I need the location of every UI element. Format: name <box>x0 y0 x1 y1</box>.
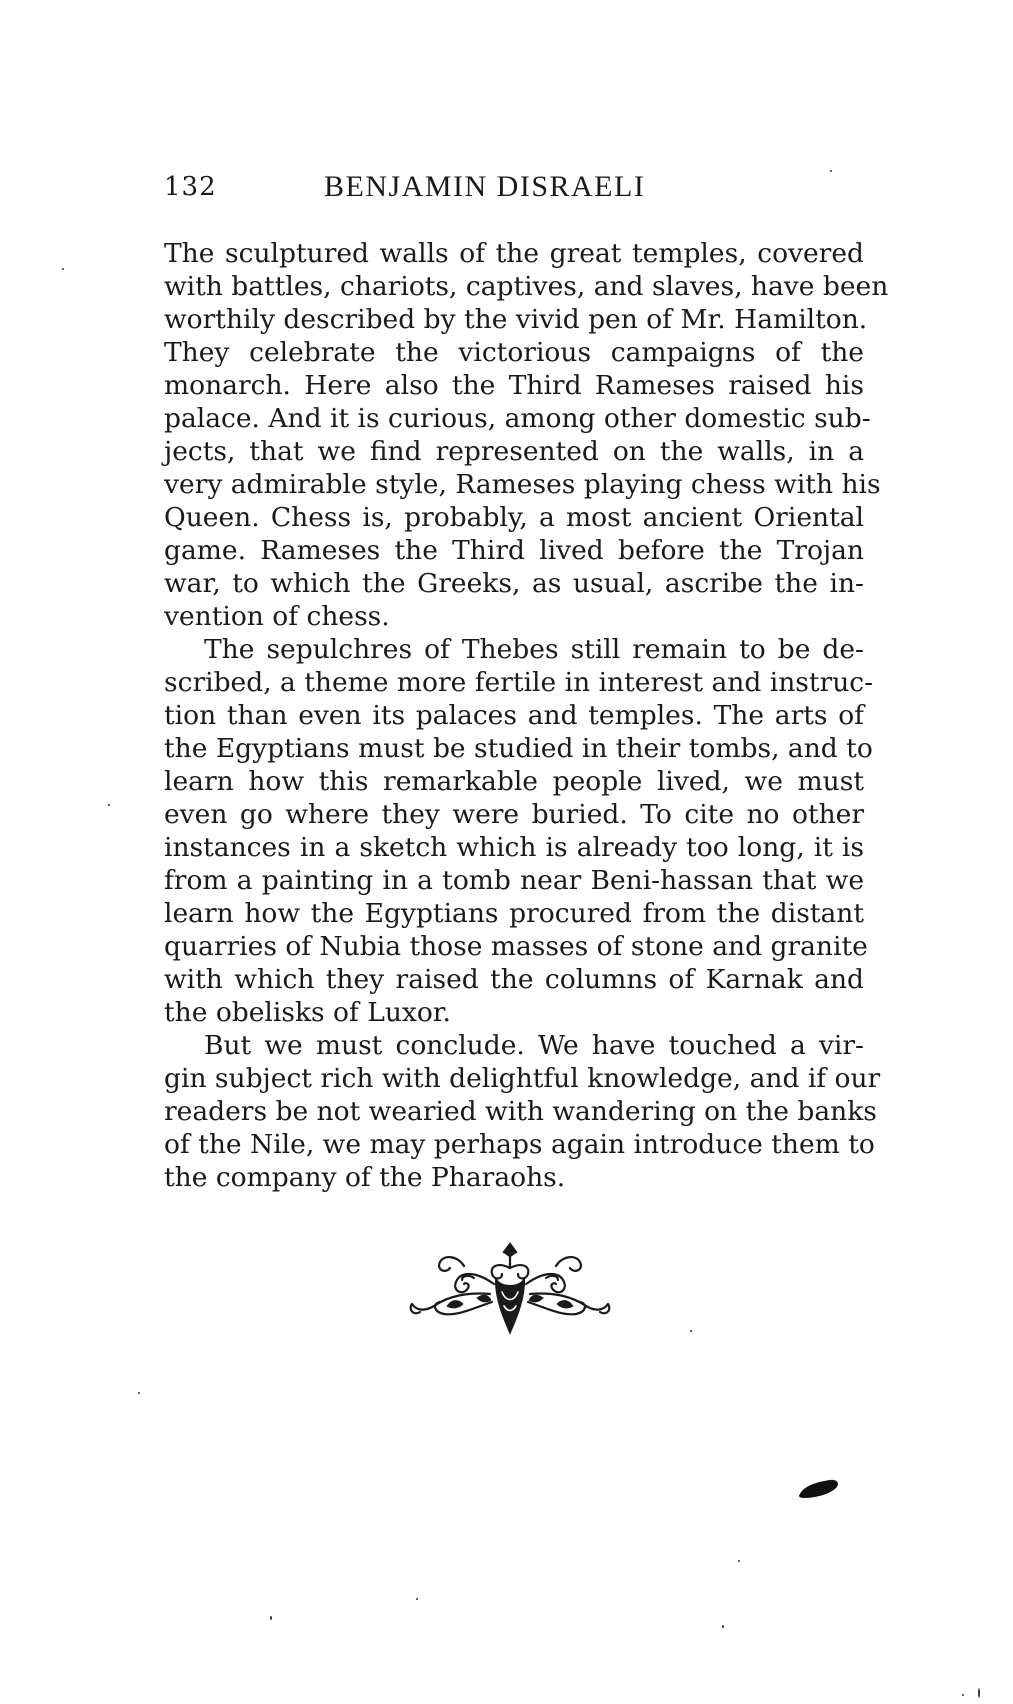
scan-speck <box>138 1392 140 1394</box>
text-line: game. Rameses the Third lived before the Trojan <box>164 535 864 566</box>
page-number: 132 <box>164 172 217 202</box>
text-line: from a painting in a tomb near Beni-hassan that we <box>164 865 864 896</box>
text-line: gin subject rich with delightful knowledge, and if our <box>164 1063 881 1094</box>
text-line: tion than even its palaces and temples. The arts of <box>164 700 864 731</box>
text-line: the obelisks of Luxor. <box>164 997 451 1028</box>
floral-tailpiece-icon <box>404 1240 616 1340</box>
text-line: readers be not wearied with wandering on the banks <box>164 1096 877 1127</box>
text-line: Queen. Chess is, probably, a most ancient Oriental <box>164 502 864 533</box>
text-line: The sepulchres of Thebes still remain to be de- <box>204 634 864 665</box>
text-line: The sculptured walls of the great temples, covered <box>164 238 864 269</box>
text-line: the company of the Pharaohs. <box>164 1162 566 1193</box>
scan-speck <box>722 1625 724 1628</box>
running-title: BENJAMIN DISRAELI <box>324 170 646 203</box>
scan-speck <box>830 170 832 172</box>
scan-speck <box>62 268 64 270</box>
text-line: quarries of Nubia those masses of stone and granite <box>164 931 868 962</box>
text-line: instances in a sketch which is already too long, it is <box>164 832 864 863</box>
text-line: even go where they were buried. To cite no other <box>164 799 864 830</box>
text-line: with battles, chariots, captives, and slaves, have been <box>164 271 889 302</box>
scan-speck <box>416 1598 418 1600</box>
text-line: very admirable style, Rameses playing chess with his <box>164 469 881 500</box>
scan-speck <box>108 804 110 806</box>
text-line: vention of chess. <box>164 601 390 632</box>
ink-blot-icon <box>796 1478 842 1500</box>
text-line: the Egyptians must be studied in their tombs, and to <box>164 733 873 764</box>
scan-speck <box>962 1694 964 1696</box>
text-line: learn how the Egyptians procured from the distant <box>164 898 864 929</box>
text-line: of the Nile, we may perhaps again introduce them to <box>164 1129 875 1160</box>
text-line: war, to which the Greeks, as usual, ascribe the in- <box>164 568 864 599</box>
text-line: jects, that we find represented on the walls, in a <box>164 436 864 467</box>
body-text <box>164 237 889 1194</box>
text-line: They celebrate the victorious campaigns of the <box>164 337 864 368</box>
running-head <box>164 172 864 212</box>
text-line: But we must conclude. We have touched a vir- <box>204 1030 864 1061</box>
text-line: learn how this remarkable people lived, we must <box>164 766 864 797</box>
scan-speck <box>690 1330 692 1332</box>
scan-speck <box>738 1560 740 1562</box>
text-line: monarch. Here also the Third Rameses raised his <box>164 370 864 401</box>
scan-speck <box>978 1688 980 1698</box>
text-line: with which they raised the columns of Karnak and <box>164 964 864 995</box>
scan-speck <box>270 1616 272 1620</box>
text-line: palace. And it is curious, among other domestic sub- <box>164 403 871 434</box>
text-line: worthily described by the vivid pen of Mr. Hamilton. <box>164 304 868 335</box>
text-line: scribed, a theme more fertile in interest and instruc- <box>164 667 874 698</box>
